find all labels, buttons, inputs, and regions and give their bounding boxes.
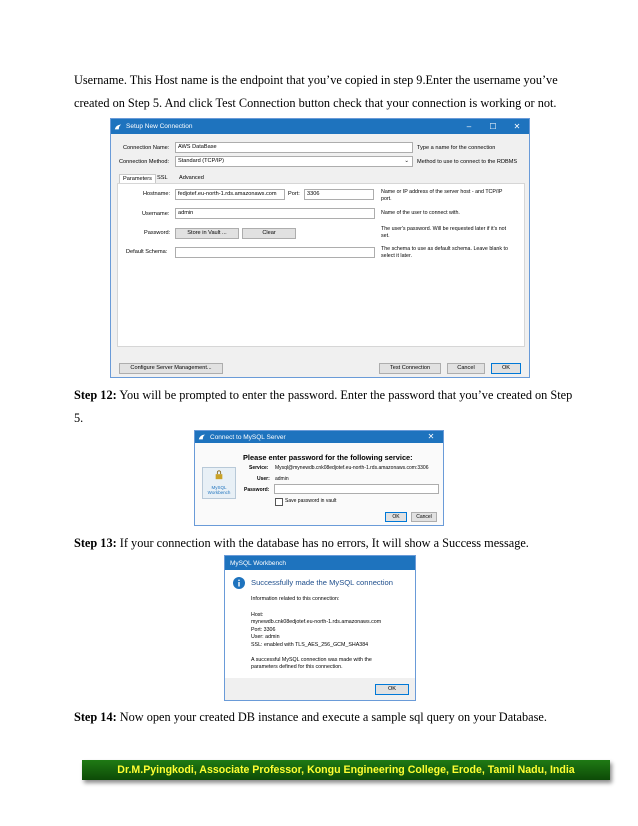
password-cancel-button[interactable]: Cancel (411, 512, 437, 522)
password-dialog-title: Connect to MySQL Server (210, 433, 286, 441)
close-icon[interactable]: ✕ (513, 122, 521, 131)
setup-titlebar (111, 119, 529, 134)
info-intro: Information related to this connection: (251, 596, 340, 602)
step12-label: Step 12: (74, 388, 117, 402)
success-ok-button[interactable]: OK (375, 684, 409, 695)
username-label: Username: (142, 211, 170, 217)
tab-ssl[interactable]: SSL (157, 175, 168, 181)
password-titlebar (195, 431, 443, 443)
password-dialog-password-label: Password: (244, 487, 270, 493)
password-input[interactable] (274, 484, 439, 494)
minimize-icon[interactable]: – (466, 122, 472, 131)
info-icon (233, 577, 245, 589)
password-dialog-heading: Please enter password for the following service: (243, 453, 413, 462)
user-value: admin (275, 476, 289, 482)
step13-label: Step 13: (74, 536, 117, 550)
step12-paragraph (74, 384, 574, 430)
default-schema-input[interactable] (175, 247, 375, 258)
tab-parameters[interactable]: Parameters (119, 174, 156, 183)
success-titlebar (225, 556, 415, 570)
connection-method-select[interactable] (175, 156, 413, 167)
intro-paragraph: Username. This Host name is the endpoint that you’ve copied in step 9.Enter the username you’ve created on Step 5. And click Test Connection button check that your connection is working or not. (74, 73, 558, 110)
save-password-checkbox[interactable] (275, 498, 283, 506)
hostname-label: Hostname: (143, 191, 171, 197)
tab-advanced[interactable]: Advanced (179, 175, 204, 181)
close-icon[interactable]: ✕ (427, 432, 435, 441)
clear-button[interactable]: Clear (242, 228, 296, 239)
hostname-input[interactable]: fedjotef.eu-north-1.rds.amazonaws.com (175, 189, 285, 200)
connection-method-label: Connection Method: (119, 159, 170, 165)
step12-text: You will be prompted to enter the password. Enter the password that you’ve created on Step 5. (74, 388, 573, 425)
lock-icon (214, 470, 224, 480)
success-footer-text: A successful MySQL connection was made with the parameters defined for this connection. (251, 657, 372, 670)
step14-paragraph (74, 706, 574, 729)
workbench-logo-text: MySQL Workbench (207, 485, 231, 495)
connection-name-label: Connection Name: (123, 145, 170, 151)
password-dialog (194, 430, 444, 526)
host-label: Host: (251, 612, 264, 618)
workbench-logo (202, 467, 236, 499)
author-banner-text: Dr.M.Pyingkodi, Associate Professor, Kongu Engineering College, Erode, Tamil Nadu, India (117, 764, 575, 776)
step14-text: Now open your created DB instance and execute a sample sql query on your Database. (116, 710, 547, 724)
password-help: The user's password. Will be requested later if it's not set. (381, 226, 507, 239)
user-label: User: (257, 476, 270, 482)
setup-title: Setup New Connection (126, 123, 193, 130)
success-heading: Successfully made the MySQL connection (251, 578, 393, 587)
host-value: mynewdb.cnk08edjotef.eu-north-1.rds.amazonaws.com (251, 619, 382, 625)
connection-method-help: Method to use to connect to the RDBMS (417, 159, 518, 165)
mysql-dolphin-icon (198, 433, 206, 441)
step13-text: If your connection with the database has no errors, It will show a Success message. (116, 536, 529, 550)
hostname-help: Name or IP address of the server host - and TCP/IP port. (381, 189, 503, 202)
password-ok-button[interactable]: OK (385, 512, 407, 522)
port-label: Port: (288, 191, 300, 197)
connection-name-input[interactable]: AWS DataBase (175, 142, 413, 153)
mysql-dolphin-icon (114, 123, 122, 131)
success-dialog (224, 555, 416, 701)
default-schema-label: Default Schema: (126, 249, 168, 255)
test-connection-button[interactable]: Test Connection (379, 363, 441, 374)
store-in-vault-button[interactable]: Store in Vault ... (175, 228, 239, 239)
default-schema-help: The schema to use as default schema. Leave blank to select it later. (381, 246, 508, 259)
username-help: Name of the user to connect with. (381, 210, 460, 216)
user-line: User: admin (251, 634, 280, 640)
save-password-label: Save password in vault (285, 498, 337, 504)
setup-connection-dialog (110, 118, 530, 378)
author-banner (82, 760, 610, 780)
success-dialog-title: MySQL Workbench (230, 559, 286, 567)
connection-method-value: Standard (TCP/IP) (178, 158, 225, 164)
port-line: Port: 3306 (251, 627, 276, 633)
username-input[interactable]: admin (175, 208, 375, 219)
step13-paragraph (74, 532, 574, 555)
ssl-line: SSL: enabled with TLS_AES_256_GCM_SHA384 (251, 642, 369, 648)
step14-label: Step 14: (74, 710, 117, 724)
chevron-down-icon: ⌄ (404, 158, 409, 164)
configure-server-management-button[interactable]: Configure Server Management... (119, 363, 223, 374)
service-label: Service: (249, 465, 269, 471)
maximize-icon[interactable]: ☐ (489, 122, 497, 131)
password-label: Password: (144, 230, 171, 236)
cancel-button[interactable]: Cancel (447, 363, 485, 374)
service-value: Mysql@mynewdb.cnk08edjotef.eu-north-1.rds.amazonaws.com:3306 (275, 465, 429, 471)
connection-name-help: Type a name for the connection (417, 145, 496, 151)
ok-button[interactable]: OK (491, 363, 521, 374)
port-input[interactable]: 3306 (304, 189, 374, 200)
